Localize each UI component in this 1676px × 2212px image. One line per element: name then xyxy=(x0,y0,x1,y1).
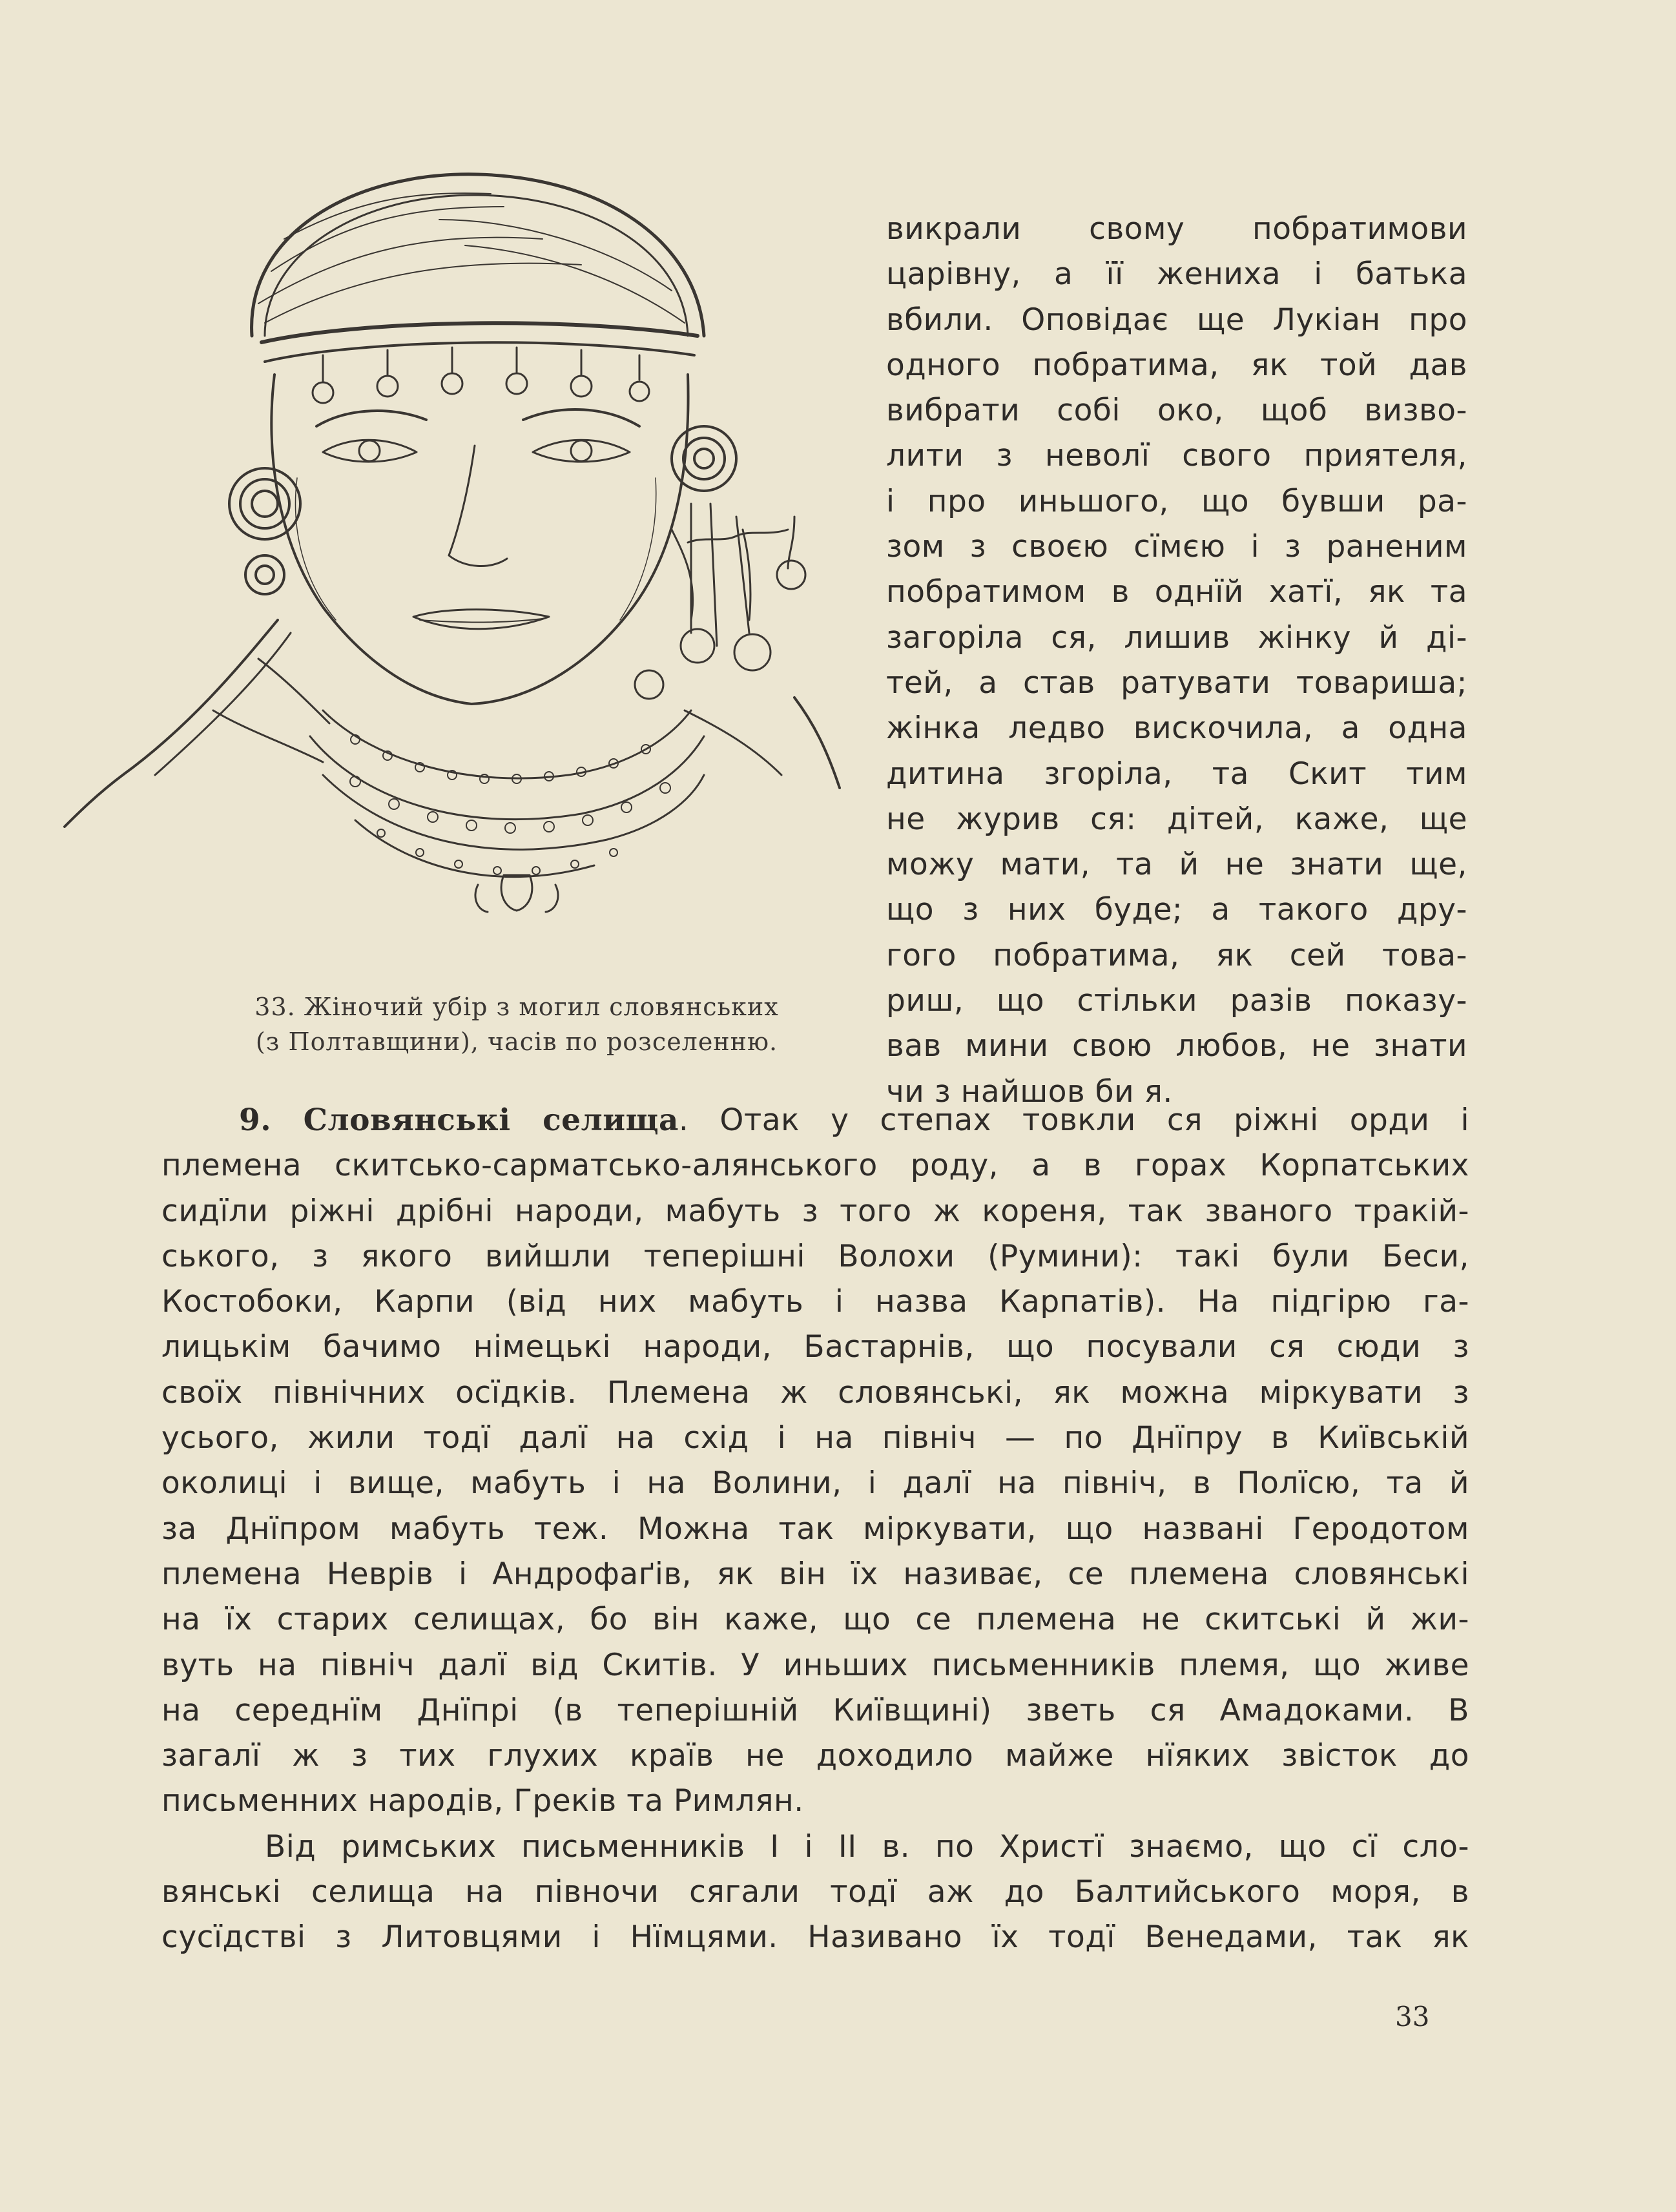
cap-outline xyxy=(252,174,704,336)
text-line: племена Неврів і Андрофаґів, як він їх називає, се племена словянські xyxy=(161,1556,1469,1592)
face-outline xyxy=(271,375,688,704)
headband xyxy=(262,323,698,342)
text-line: царівну, а її жениха і батька xyxy=(886,256,1467,293)
text-line: Від римських письменників I і II в. по Христї знаємо, що сї сло- xyxy=(265,1828,1469,1865)
right-eye xyxy=(533,440,630,462)
text-line: жінка ледво вискочила, а одна xyxy=(886,710,1467,747)
text-line-rest: . Отак у степах товкли ся ріжні орди і xyxy=(678,1102,1470,1138)
text-line: тей, а став ратувати товариша; xyxy=(886,665,1467,701)
text-line: гого побратима, як сей това- xyxy=(886,937,1467,973)
text-line: вав мини свою любов, не знати xyxy=(886,1028,1467,1064)
text-line: одного побратима, як той дав xyxy=(886,347,1467,383)
text-line: вуть на північ далї від Скитів. У иньших письменників племя, що живе xyxy=(161,1647,1469,1683)
text-line: не журив ся: дітей, каже, ще xyxy=(886,801,1467,837)
section-heading: 9. Словянські селища xyxy=(239,1102,679,1138)
text-line: сидїли ріжні дрібні народи, мабуть з того ж кореня, так званого тракій- xyxy=(161,1193,1469,1229)
text-line: Костобоки, Карпи (від них мабуть і назва Карпатів). На підгірю га- xyxy=(161,1284,1469,1320)
text-line: викрали свому побратимови xyxy=(886,211,1467,247)
caption-line: 33. Жіночий убір з могил словянських xyxy=(254,993,779,1021)
nose xyxy=(449,446,507,566)
scarf-right xyxy=(794,698,840,788)
page-number: 33 xyxy=(1395,2001,1430,2032)
left-temple-spiral xyxy=(229,468,300,594)
text-line: риш, що стільки разів показу- xyxy=(886,983,1467,1019)
text-line: і про иньшого, що бувши ра- xyxy=(886,483,1467,519)
text-line: чи з найшов би я. xyxy=(886,1073,1173,1110)
text-line: лицькім бачимо німецькі народи, Бастарнів, що посували ся сюди з xyxy=(161,1329,1469,1365)
headband-pendants xyxy=(313,347,649,403)
scarf-left xyxy=(65,620,278,827)
right-earrings xyxy=(635,504,805,699)
section-first-line xyxy=(161,1098,1469,1143)
text-line: племена скитсько-сарматсько-алянського роду, а в горах Корпатських xyxy=(161,1148,1469,1184)
bead-necklaces xyxy=(310,710,704,877)
figure-caption xyxy=(194,989,840,1059)
text-line: околиці і вище, мабуть і на Волини, і далї на північ, в Полїсю, та й xyxy=(161,1465,1469,1502)
text-line: ського, з якого вийшли теперішні Волохи (Румини): такі були Беси, xyxy=(161,1238,1469,1274)
main-text-body xyxy=(161,1098,1469,1961)
text-line: усього, жили тодї далї на схід і на північ — по Днїпру в Київській xyxy=(161,1420,1469,1456)
text-line: можу мати, та й не знати ще, xyxy=(886,847,1467,883)
right-temple-spiral xyxy=(672,426,736,491)
necklace-beads xyxy=(350,735,670,874)
left-eye xyxy=(323,440,417,462)
text-line: вибрати собі око, щоб визво- xyxy=(886,393,1467,429)
text-line: сусїдстві з Литовцями і Нїмцями. Називано їх тодї Венедами, так як xyxy=(161,1919,1469,1956)
side-column-text xyxy=(886,207,1467,1115)
text-line: дитина згоріла, та Скит тим xyxy=(886,756,1467,792)
headdress-drawing xyxy=(52,142,865,936)
necklace-pendant xyxy=(475,875,558,912)
text-line: зом з своєю сїмєю і з раненим xyxy=(886,529,1467,565)
text-line: загоріла ся, лишив жінку й ді- xyxy=(886,619,1467,656)
text-line: вбили. Оповідає ще Лукіан про xyxy=(886,302,1467,338)
text-line: вянські селища на півночи сягали тодї аж до Балтийського моря, в xyxy=(161,1874,1469,1910)
text-line: на їх старих селищах, бо він каже, що се племена не скитські й жи- xyxy=(161,1602,1469,1638)
caption-line: (з Полтавщини), часів по розселенню. xyxy=(255,1028,778,1056)
text-line: письменних народів, Греків та Римлян. xyxy=(161,1783,804,1819)
text-line: своїх північних осїдків. Племена ж словянські, як можна міркувати з xyxy=(161,1374,1469,1411)
text-line: побратимом в однїй хатї, як та xyxy=(886,574,1467,610)
text-line: на середнїм Днїпрі (в теперішній Київщині) зветь ся Амадоками. В xyxy=(161,1692,1469,1728)
text-line: за Днїпром мабуть теж. Можна так міркувати, що названі Геродотом xyxy=(161,1511,1469,1547)
text-line: загалї ж з тих глухих країв не доходило майже нїяких звісток до xyxy=(161,1738,1469,1774)
woman-headdress-illustration xyxy=(52,142,865,936)
mouth xyxy=(413,610,549,629)
text-line: що з них буде; а такого дру- xyxy=(886,892,1467,928)
text-line: лити з неволї свого приятеля, xyxy=(886,438,1467,474)
